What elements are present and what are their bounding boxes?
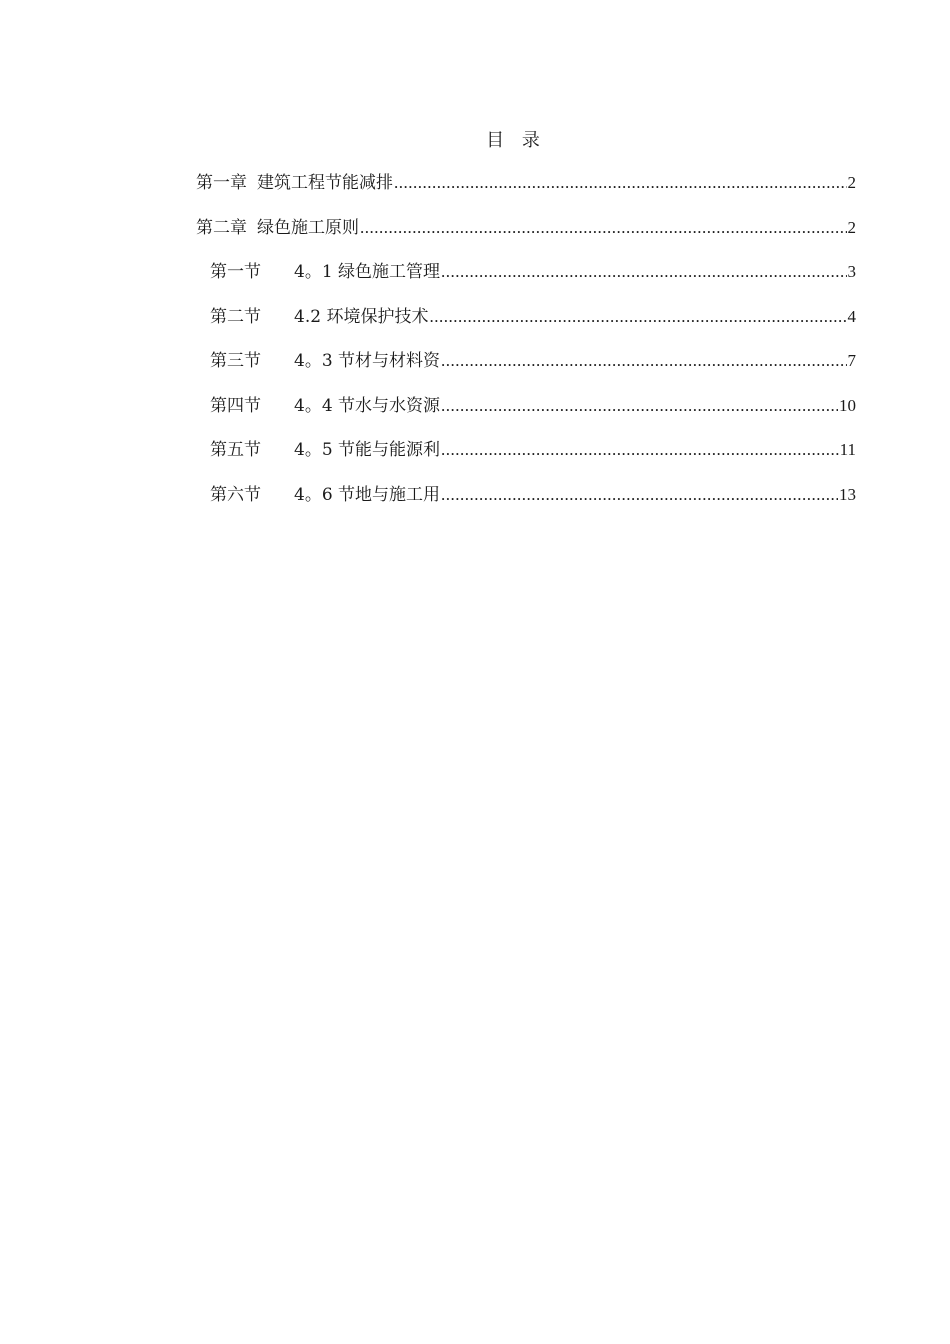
toc-entry-text: 4。6 节地与施工用: [294, 484, 441, 505]
toc-entry-number: 第一节: [210, 262, 261, 282]
toc-entry-number: 第六节: [210, 484, 261, 505]
toc-entry-page: 2: [847, 173, 856, 192]
toc-entry-label: [210, 391, 440, 416]
toc-entry-text: 4。4 节水与水资源: [294, 395, 441, 416]
toc-entry-text: 4。5 节能与能源利: [294, 440, 441, 460]
toc-entry-label: [196, 168, 393, 193]
toc-entry-page: 11: [839, 440, 856, 459]
toc-entry-page: 4: [847, 306, 856, 326]
toc-entry-text: 4。3 节材与材料资: [294, 351, 441, 371]
toc-entry-page: 7: [847, 351, 856, 370]
toc-entry-section-5[interactable]: [196, 435, 856, 480]
toc-entry-number: 第一章: [196, 173, 247, 193]
toc-entry-section-3[interactable]: [196, 346, 856, 391]
toc-entry-page: 3: [847, 262, 856, 281]
toc-dot-leader: [394, 173, 847, 193]
toc-entry-chapter-2[interactable]: [196, 213, 856, 258]
toc-entry-section-2[interactable]: [196, 302, 856, 347]
toc-list: [196, 168, 856, 524]
toc-entry-section-6[interactable]: [196, 480, 856, 525]
toc-entry-label: [210, 257, 440, 282]
toc-dot-leader: [360, 218, 847, 238]
toc-dot-leader: [441, 262, 846, 282]
toc-entry-label: [210, 435, 440, 460]
toc-dot-leader: [441, 485, 838, 505]
toc-entry-number: 第二节: [210, 306, 261, 327]
toc-entry-text: 4。1 绿色施工管理: [294, 262, 441, 282]
toc-entry-section-1[interactable]: [196, 257, 856, 302]
toc-entry-page: 13: [839, 484, 856, 504]
toc-entry-number: 第二章: [196, 217, 247, 238]
toc-dot-leader: [441, 351, 846, 371]
toc-entry-label: [196, 213, 359, 238]
toc-entry-chapter-1[interactable]: [196, 168, 856, 213]
toc-entry-number: 第四节: [210, 395, 261, 416]
toc-entry-page: 2: [847, 217, 856, 237]
toc-entry-page: 10: [839, 395, 856, 415]
toc-title: 目 录: [486, 130, 546, 151]
toc-entry-number: 第五节: [210, 440, 261, 460]
toc-entry-label: [210, 346, 440, 371]
toc-entry-label: [210, 480, 440, 505]
toc-entry-section-4[interactable]: [196, 391, 856, 436]
toc-entry-label: [210, 302, 428, 327]
toc-dot-leader: [441, 440, 839, 460]
toc-entry-text: 绿色施工原则: [257, 217, 359, 238]
toc-entry-text: 建筑工程节能减排: [257, 173, 393, 193]
toc-dot-leader: [429, 307, 846, 327]
toc-entry-number: 第三节: [210, 351, 261, 371]
toc-dot-leader: [441, 396, 838, 416]
toc-entry-text: 4.2 环境保护技术: [294, 306, 429, 327]
